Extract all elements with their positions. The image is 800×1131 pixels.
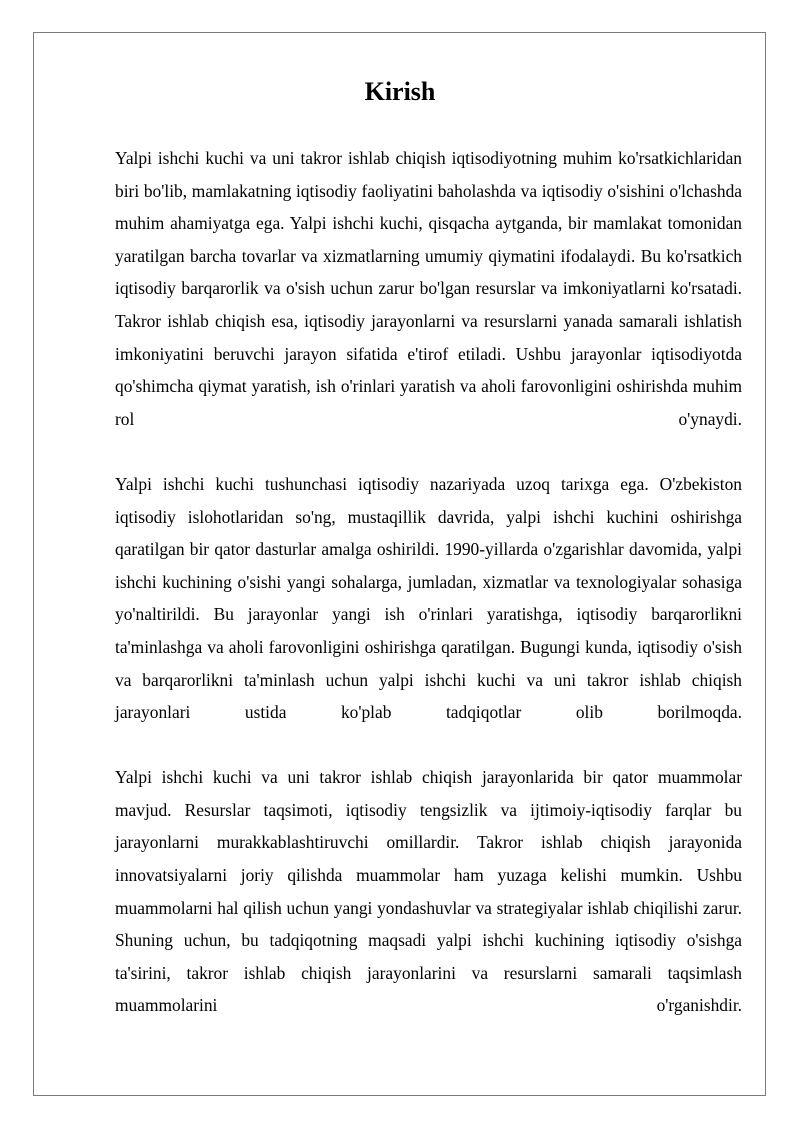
document-body (115, 142, 742, 1022)
paragraph-3: Yalpi ishchi kuchi va uni takror ishlab chiqish jarayonlarida bir qator muammolar mavjud. Resurslar taqsimoti, iqtisodiy tengsizlik va ijtimoiy-iqtisodiy farqlar bu jarayonlarni murakkablashtiruvchi omillardir. Takror ishlab chiqish jarayonida innovatsiyalarni joriy qilishda muammolar ham yuzaga kelishi mumkin. Ushbu muammolarni hal qilish uchun yangi yondashuvlar va strategiyalar ishlab chiqilishi zarur. Shuning uchun, bu tadqiqotning maqsadi yalpi ishchi kuchining iqtisodiy o'sishga ta'sirini, takror ishlab chiqish jarayonlarini va resurslarni samarali taqsimlash muammolarini o'rganishdir. (115, 767, 742, 1016)
page-title: Kirish (364, 77, 436, 106)
paragraph-1: Yalpi ishchi kuchi va uni takror ishlab chiqish iqtisodiyotning muhim ko'rsatkichlaridan biri bo'lib, mamlakatning iqtisodiy faoliyatini baholashda va iqtisodiy o'sishini o'lchashda muhim ahamiyatga ega. Yalpi ishchi kuchi, qisqacha aytganda, bir mamlakat tomonidan yaratilgan barcha tovarlar va xizmatlarning umumiy qiymatini ifodalaydi. Bu ko'rsatkich iqtisodiy barqarorlik va o'sish uchun zarur bo'lgan resurslar va imkoniyatlarni ko'rsatadi. Takror ishlab chiqish esa, iqtisodiy jarayonlarni va resurslarni yanada samarali ishlatish imkoniyatini beruvchi jarayon sifatida e'tirof etiladi. Ushbu jarayonlar iqtisodiyotda qo'shimcha qiymat yaratish, ish o'rinlari yaratish va aholi farovonligini oshirishda muhim rol o'ynaydi. (115, 148, 742, 429)
paragraph-2: Yalpi ishchi kuchi tushunchasi iqtisodiy nazariyada uzoq tarixga ega. O'zbekiston iqtisodiy islohotlaridan so'ng, mustaqillik davrida, yalpi ishchi kuchini oshirishga qaratilgan bir qator dasturlar amalga oshirildi. 1990-yillarda o'zgarishlar davomida, yalpi ishchi kuchining o'sishi yangi sohalarga, jumladan, xizmatlar va texnologiyalar sohasiga yo'naltirildi. Bu jarayonlar yangi ish o'rinlari yaratishga, iqtisodiy barqarorlikni ta'minlashga va aholi farovonligini oshirishga qaratilgan. Bugungi kunda, iqtisodiy o'sish va barqarorlikni ta'minlash uchun yalpi ishchi kuchi va uni takror ishlab chiqish jarayonlari ustida ko'plab tadqiqotlar olib borilmoqda. (115, 473, 742, 723)
